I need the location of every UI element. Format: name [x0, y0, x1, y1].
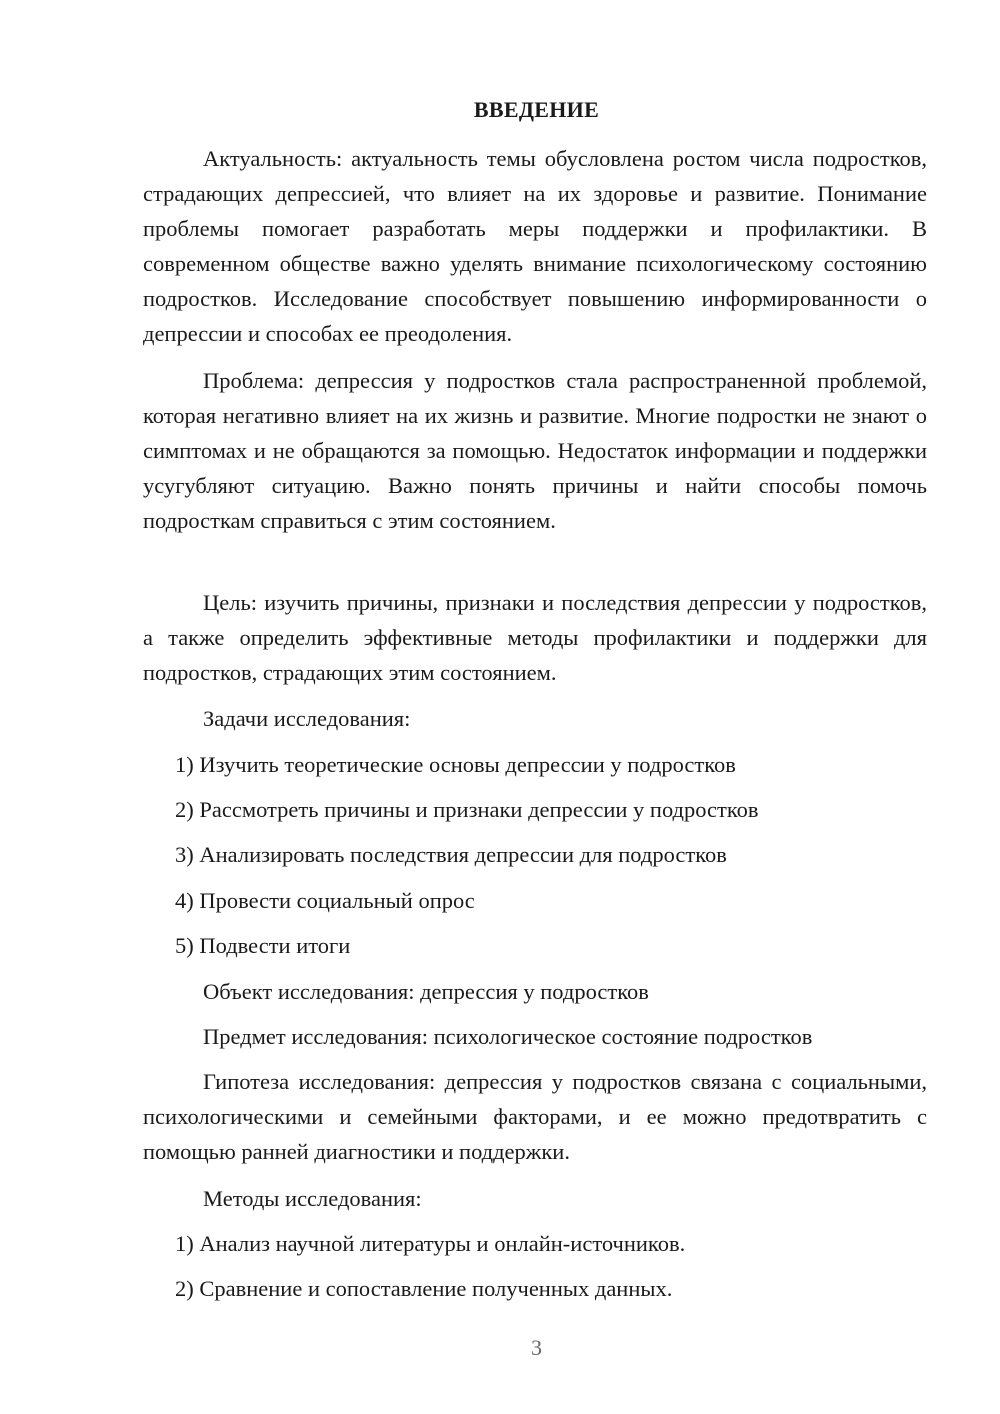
- relevance-paragraph: Актуальность: актуальность темы обусловлена ростом числа подростков, страдающих депрессией, что влияет на их здоровье и развитие. Понимание проблемы помогает разработать меры поддержки и профилактики. В современном обществе важно уделять внимание психологическому состоянию подростков. Исследование способствует повышению информированности о депрессии и способах ее преодоления.: [143, 146, 927, 346]
- method-item: 2) Сравнение и сопоставление полученных данных.: [175, 1276, 673, 1301]
- hypothesis-paragraph: Гипотеза исследования: депрессия у подростков связана с социальными, психологическими и семейными факторами, и ее можно предотвратить с помощью ранней диагностики и поддержки.: [143, 1069, 927, 1164]
- page-number: 3: [531, 1335, 542, 1360]
- methods-heading: Методы исследования:: [203, 1186, 422, 1211]
- method-item: 1) Анализ научной литературы и онлайн-источников.: [175, 1231, 686, 1256]
- goal-paragraph: Цель: изучить причины, признаки и последствия депрессии у подростков, а также определить эффективные методы профилактики и поддержки для подростков, страдающих этим состоянием.: [143, 590, 927, 685]
- research-subject: Предмет исследования: психологическое состояние подростков: [203, 1024, 813, 1049]
- task-item: 1) Изучить теоретические основы депрессии у подростков: [175, 752, 736, 777]
- problem-paragraph: Проблема: депрессия у подростков стала распространенной проблемой, которая негативно влияет на их жизнь и развитие. Многие подростки не знают о симптомах и не обращаются за помощью. Недостаток информации и поддержки усугубляют ситуацию. Важно понять причины и найти способы помочь подросткам справиться с этим состоянием.: [143, 368, 927, 533]
- page-title: ВВЕДЕНИЕ: [473, 97, 600, 122]
- research-object: Объект исследования: депрессия у подростков: [203, 979, 649, 1004]
- tasks-heading: Задачи исследования:: [203, 706, 411, 731]
- task-item: 4) Провести социальный опрос: [175, 888, 475, 913]
- task-item: 5) Подвести итоги: [175, 933, 351, 958]
- task-item: 2) Рассмотреть причины и признаки депрессии у подростков: [175, 797, 759, 822]
- task-item: 3) Анализировать последствия депрессии для подростков: [175, 842, 727, 867]
